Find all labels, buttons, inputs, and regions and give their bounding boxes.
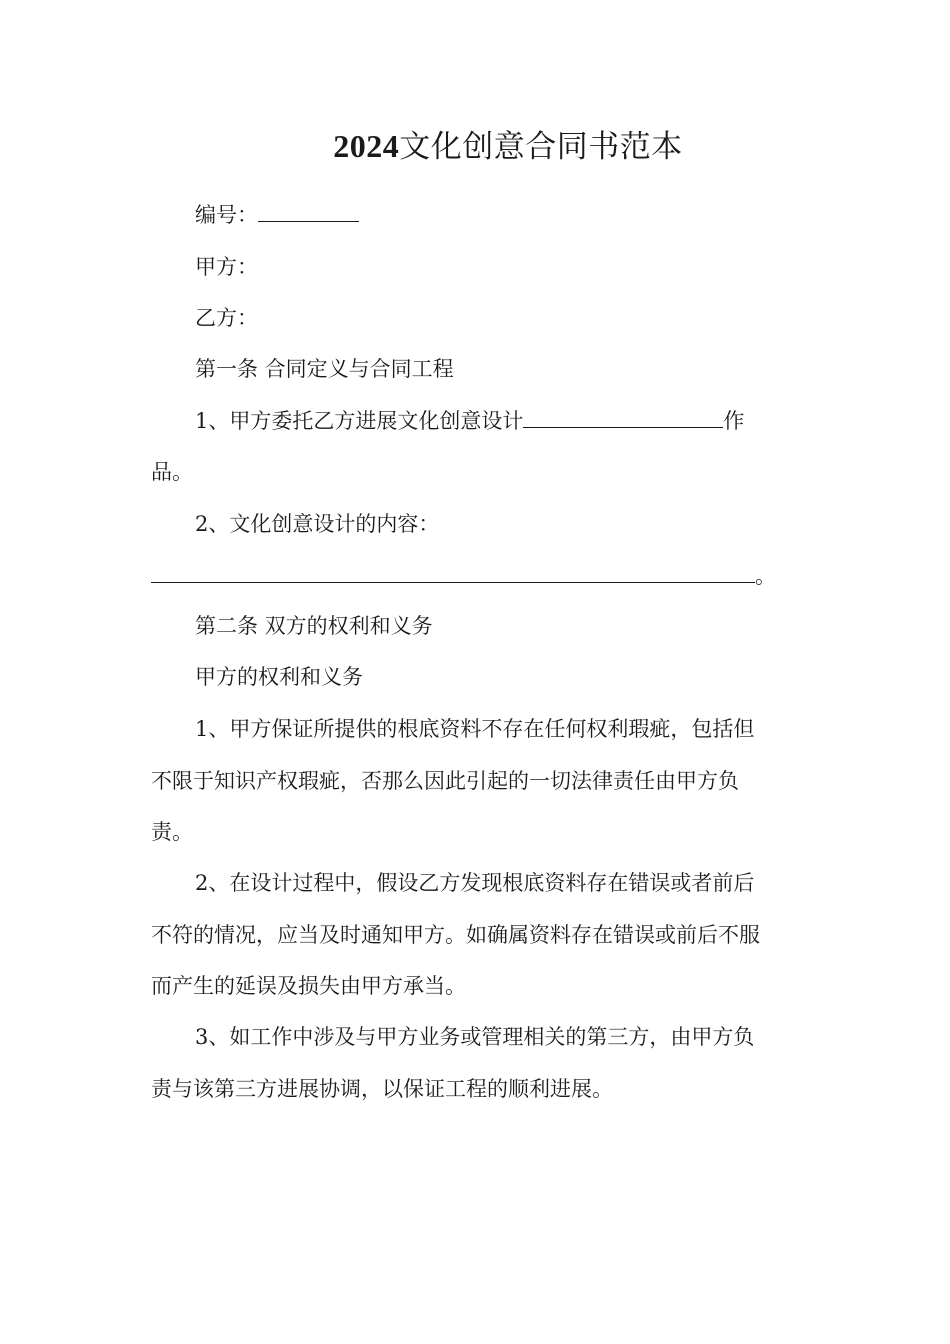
clause-1-2: 2、文化创意设计的内容： bbox=[195, 512, 440, 536]
party-a-label: 甲方： bbox=[195, 255, 258, 279]
party-a-rights-heading: 甲方的权利和义务 bbox=[195, 665, 363, 689]
clause-2-3-line-1: 3、如工作中涉及与甲方业务或管理相关的第三方，由甲方负 bbox=[195, 1025, 755, 1049]
clause-2-1-line-1: 1、甲方保证所提供的根底资料不存在任何权利瑕疵，包括但 bbox=[195, 717, 755, 741]
content-blank-end: 。 bbox=[755, 564, 776, 588]
clause-2-2-line-1: 2、在设计过程中，假设乙方发现根底资料存在错误或者前后 bbox=[195, 871, 755, 895]
document-title bbox=[0, 122, 950, 171]
serial-blank bbox=[258, 201, 359, 222]
content-blank bbox=[151, 562, 755, 583]
clause-1-1-suffix: 作 bbox=[723, 409, 745, 433]
serial-number-line bbox=[195, 200, 855, 230]
clause-1-1-continued: 品。 bbox=[151, 460, 193, 484]
party-a-line bbox=[195, 252, 855, 282]
content-blank-line bbox=[151, 561, 811, 591]
article-2-heading: 第二条 双方的权利和义务 bbox=[195, 614, 433, 638]
party-b-line bbox=[195, 303, 855, 333]
design-work-blank bbox=[523, 407, 723, 428]
clause-2-3-line-2: 责与该第三方进展协调，以保证工程的顺利进展。 bbox=[151, 1077, 613, 1101]
clause-1-1 bbox=[195, 406, 855, 436]
party-b-label: 乙方： bbox=[195, 306, 258, 330]
serial-label: 编号： bbox=[195, 203, 258, 227]
clause-1-1-prefix: 1、甲方委托乙方进展文化创意设计 bbox=[195, 409, 524, 433]
title-text: 文化创意合同书范本 bbox=[399, 129, 683, 165]
clause-2-1-line-3: 责。 bbox=[151, 820, 193, 844]
clause-2-2-line-3: 而产生的延误及损失由甲方承当。 bbox=[151, 974, 466, 998]
clause-2-1-line-2: 不限于知识产权瑕疵，否那么因此引起的一切法律责任由甲方负 bbox=[151, 769, 739, 793]
title-year: 2024 bbox=[333, 128, 400, 164]
article-1-heading: 第一条 合同定义与合同工程 bbox=[195, 357, 454, 381]
clause-2-2-line-2: 不符的情况，应当及时通知甲方。如确属资料存在错误或前后不服 bbox=[151, 923, 760, 947]
